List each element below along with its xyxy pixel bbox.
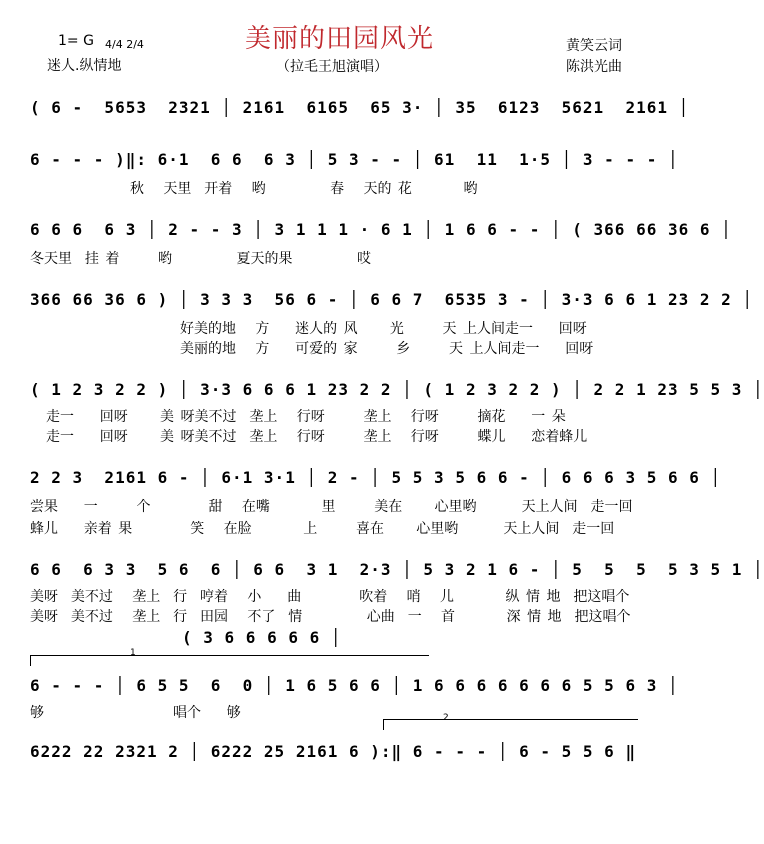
notation-line: 366 66 36 6 ) │ 3 3 3 56 6 - │ 6 6 7 6535 3 - │ 3·3 6 6 1 23 2 2 │ bbox=[30, 290, 754, 309]
time-sig-text: 4/4 2/4 bbox=[105, 38, 144, 51]
score-system-3 bbox=[30, 220, 732, 270]
notation-line: 6 - - - │ 6 5 5 6 0 │ 1 6 5 6 6 │ 1 6 6 6 6 6 6 6 5 5 6 3 │ bbox=[30, 676, 679, 695]
score-system-6 bbox=[30, 468, 722, 538]
score-system-5 bbox=[30, 380, 764, 450]
lyric-line-1: 冬天里 挂 着 哟 夏天的果 哎 bbox=[30, 251, 372, 267]
lyric-line-1: 走一 回呀 美 呀美不过 垄上 行呀 垄上 行呀 摘花 一 朵 bbox=[46, 409, 566, 425]
score-system-2 bbox=[30, 150, 679, 200]
notation-line: ( 1 2 3 2 2 ) │ 3·3 6 6 6 1 23 2 2 │ ( 1 2 3 2 2 ) │ 2 2 1 23 5 5 3 │ bbox=[30, 380, 764, 399]
lyric-line-1: 够 唱个 够 bbox=[30, 705, 241, 721]
score-ossia bbox=[182, 628, 647, 652]
key-signature: 1= G bbox=[58, 33, 94, 49]
composer: 陈洪光曲 bbox=[566, 59, 622, 75]
notation-line: 6 - - - )‖: 6·1 6 6 6 3 │ 5 3 - - │ 61 11 1·5 │ 3 - - - │ bbox=[30, 150, 679, 169]
notation-line: 6 6 6 3 3 5 6 6 │ 6 6 3 1 2·3 │ 5 3 2 1 6 - │ 5 5 5 5 3 5 1 │ bbox=[30, 560, 764, 579]
notation-line: 6 6 6 6 3 │ 2 - - 3 │ 3 1 1 1 · 6 1 │ 1 6 6 - - │ ( 366 66 36 6 │ bbox=[30, 220, 732, 239]
lyric-line-1: 秋 天里 开着 哟 春 天的 花 哟 bbox=[130, 181, 478, 197]
notation-line: 6222 22 2321 2 │ 6222 25 2161 6 ):‖ 6 - - - │ 6 - 5 5 6 ‖ bbox=[30, 742, 637, 761]
song-title: 美丽的田园风光 bbox=[244, 24, 434, 54]
lyric-line-1: 尝果 一 个 甜 在嘴 里 美在 心里哟 天上人间 走一回 bbox=[30, 499, 633, 515]
volta-2-bracket bbox=[383, 719, 638, 730]
lyric-line-1: 好美的地 方 迷人的 风 光 天 上人间走一 回呀 bbox=[180, 321, 587, 337]
score-system-9 bbox=[30, 742, 647, 772]
lyric-line-1: 美呀 美不过 垄上 行 哼着 小 曲 吹着 哨 儿 纵 情 地 把这唱个 bbox=[30, 589, 630, 605]
volta-1-number: 1 bbox=[130, 648, 136, 658]
lyric-line-2: 美丽的地 方 可爱的 家 乡 天 上人间走一 回呀 bbox=[180, 341, 594, 357]
score-system-7 bbox=[30, 560, 764, 630]
notation-line: 2 2 3 2161 6 - │ 6·1 3·1 │ 2 - │ 5 5 3 5 6 6 - │ 6 6 6 3 5 6 6 │ bbox=[30, 468, 722, 487]
lyric-line-2: 走一 回呀 美 呀美不过 垄上 行呀 垄上 行呀 蝶儿 恋着蜂儿 bbox=[46, 429, 588, 445]
performer: （拉毛王旭演唱） bbox=[276, 59, 388, 75]
notation-line: ( 6 - 5653 2321 │ 2161 6165 65 3· │ 35 6123 5621 2161 │ bbox=[30, 98, 690, 117]
lyricist: 黄笑云词 bbox=[566, 38, 622, 54]
score-system-1 bbox=[30, 98, 690, 128]
volta-2-number: 2 bbox=[443, 713, 449, 723]
notation-line: ( 3 6 6 6 6 6 │ bbox=[182, 628, 342, 647]
volta-1-bracket bbox=[30, 655, 429, 666]
style-marking: 迷人.纵情地 bbox=[47, 58, 122, 74]
lyric-line-2: 美呀 美不过 垄上 行 田园 不了 情 心曲 一 首 深 情 地 把这唱个 bbox=[30, 609, 631, 625]
lyric-line-2: 蜂儿 亲着 果 笑 在脸 上 喜在 心里哟 天上人间 走一回 bbox=[30, 521, 615, 537]
score-system-4 bbox=[30, 290, 754, 360]
